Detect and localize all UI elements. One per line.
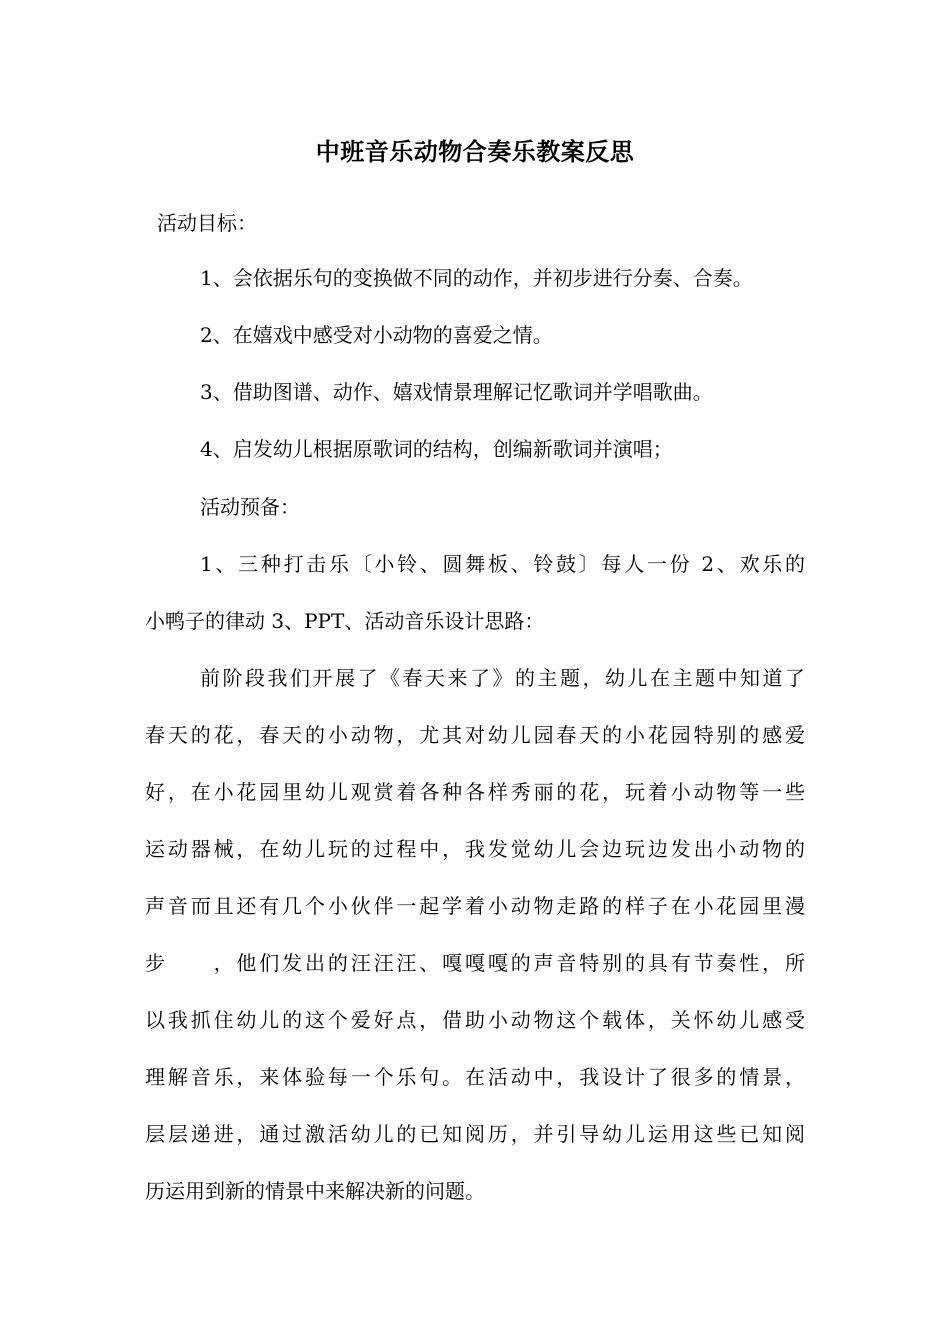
paragraph-line-4: 运动器械，在幼儿玩的过程中，我发觉幼儿会边玩边发出小动物的 <box>145 837 805 861</box>
paragraph-line-6: 步 ，他们发出的汪汪汪、嘎嘎嘎的声音特别的具有节奏性，所 <box>145 951 805 975</box>
goal-item-4: 4、启发幼儿根据原歌词的结构，创编新歌词并演唱； <box>200 437 673 461</box>
section-heading-goals: 活动目标： <box>157 211 257 235</box>
paragraph-line-2: 春天的花，春天的小动物，尤其对幼儿园春天的小花园特别的感爱 <box>145 723 805 747</box>
section-heading-preparation: 活动预备： <box>200 495 300 519</box>
paragraph-line-1: 前阶段我们开展了《春天来了》的主题，幼儿在主题中知道了 <box>200 666 805 690</box>
paragraph-line-7: 以我抓住幼儿的这个爱好点，借助小动物这个载体，关怀幼儿感受 <box>145 1008 805 1032</box>
goal-item-2: 2、在嬉戏中感受对小动物的喜爱之情。 <box>200 323 553 347</box>
goal-item-3: 3、借助图谱、动作、嬉戏情景理解记忆歌词并学唱歌曲。 <box>200 380 713 404</box>
paragraph-line-9: 层层递进，通过激活幼儿的已知阅历，并引导幼儿运用这些已知阅 <box>145 1122 805 1146</box>
document-title: 中班音乐动物合奏乐教案反思 <box>315 137 635 166</box>
paragraph-line-5: 声音而且还有几个小伙伴一起学着小动物走路的样子在小花园里漫 <box>145 894 805 918</box>
preparation-line-2: 小鸭子的律动 3、PPT、活动音乐设计思路： <box>145 609 545 633</box>
paragraph-line-10: 历运用到新的情景中来解决新的问题。 <box>145 1179 485 1203</box>
preparation-line-1: 1、三种打击乐〔小铃、圆舞板、铃鼓〕每人一份 2、欢乐的 <box>200 552 805 576</box>
paragraph-line-8: 理解音乐，来体验每一个乐句。在活动中，我设计了很多的情景， <box>145 1065 805 1089</box>
paragraph-line-3: 好，在小花园里幼儿观赏着各种各样秀丽的花，玩着小动物等一些 <box>145 780 805 804</box>
goal-item-1: 1、会依据乐句的变换做不同的动作，并初步进行分奏、合奏。 <box>200 266 753 290</box>
